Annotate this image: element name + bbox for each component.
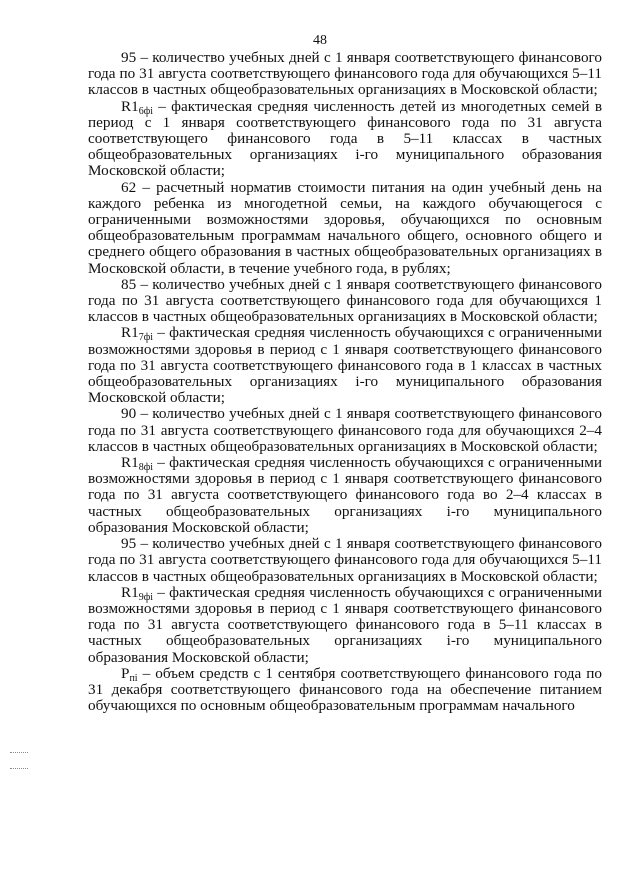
paragraph-days-2-4 xyxy=(88,406,602,455)
paragraph-text: – фактическая средняя численность детей из многодетных семей в период с 1 января соответствующего финансового года по 31 августа соответствующего финансового года в 5–11 классах в частных общеобразовательных организациях i-го муниципального образования Московской области; xyxy=(88,97,602,180)
paragraph-norm-62 xyxy=(88,180,602,277)
formula-subscript: 9фi xyxy=(138,591,153,603)
paragraph-days-5-11-ovz xyxy=(88,536,602,585)
paragraph-text: 85 – количество учебных дней с 1 января соответствующего финансового года по 31 августа соответствующего финансового года для обучающихся 1 классов в частных общеобразовательных организациях в Московской области; xyxy=(88,275,602,326)
formula-symbol: R1 xyxy=(121,324,139,342)
paragraph-days-5-11 xyxy=(88,50,602,99)
scan-margin-mark xyxy=(10,752,28,755)
paragraph-text: 62 – расчетный норматив стоимости питания на один учебный день на каждого ребенка из многодетной семьи, на каждого обучающегося с ограниченными возможностями здоровья, обучающихся по основным общеобразовательным программам начального общего, основного общего и среднего общего образования в частных общеобразовательных организациях в Московской области, в течение учебного года, в рублях; xyxy=(88,178,602,277)
scan-margin-mark xyxy=(10,768,28,771)
paragraph-text: – фактическая средняя численность обучающихся с ограниченными возможностями здоровья в период с 1 января соответствующего финансового года по 31 августа соответствующего финансового года в 5–11 классах в частных общеобразовательных организациях i-го муниципального образования Московской области; xyxy=(88,583,602,666)
formula-symbol: R1 xyxy=(121,97,139,115)
paragraph-text: – фактическая средняя численность обучающихся с ограниченными возможностями здоровья в период с 1 января соответствующего финансового года по 31 августа соответствующего финансового года во 2–4 классах в частных общеобразовательных организациях i-го муниципального образования Московской области; xyxy=(88,454,602,536)
paragraph-text: 90 – количество учебных дней с 1 января соответствующего финансового года по 31 августа соответствующего финансового года для обучающихся 2–4 классов в частных общеобразовательных организациях в Московской области; xyxy=(88,405,602,455)
formula-symbol: P xyxy=(121,664,130,682)
page-number: 48 xyxy=(313,33,327,48)
paragraph-text: 95 – количество учебных дней с 1 января соответствующего финансового года по 31 августа соответствующего финансового года для обучающихся 5–11 классов в частных общеобразовательных организациях в Московской области; xyxy=(88,535,602,585)
formula-subscript: пi xyxy=(129,672,138,684)
paragraph-r16 xyxy=(88,99,602,180)
paragraph-r17 xyxy=(88,325,602,406)
paragraph-r18 xyxy=(88,455,602,536)
paragraph-text: 95 – количество учебных дней с 1 января соответствующего финансового года по 31 августа соответствующего финансового года для обучающихся 5–11 классов в частных общеобразовательных организациях в Московской области; xyxy=(88,49,602,99)
formula-subscript: 6фi xyxy=(138,105,153,117)
paragraph-r19 xyxy=(88,585,602,666)
formula-subscript: 7фi xyxy=(138,332,153,344)
formula-subscript: 8фi xyxy=(138,462,153,474)
formula-symbol: R1 xyxy=(121,454,139,472)
formula-symbol: R1 xyxy=(121,583,139,601)
paragraph-days-1 xyxy=(88,277,602,326)
paragraph-text: – фактическая средняя численность обучающихся с ограниченными возможностями здоровья в период с 1 января соответствующего финансового года по 31 августа соответствующего финансового года в 1 классах в частных общеобразовательных организациях i-го муниципального образования Московской области; xyxy=(88,324,602,407)
paragraph-p-ni xyxy=(88,666,602,715)
document-body xyxy=(88,50,602,714)
paragraph-text: – объем средств с 1 сентября соответствующего финансового года по 31 декабря соответствующего финансового года на обеспечение питанием обучающихся по основным общеобразовательным программам начального xyxy=(88,664,602,715)
